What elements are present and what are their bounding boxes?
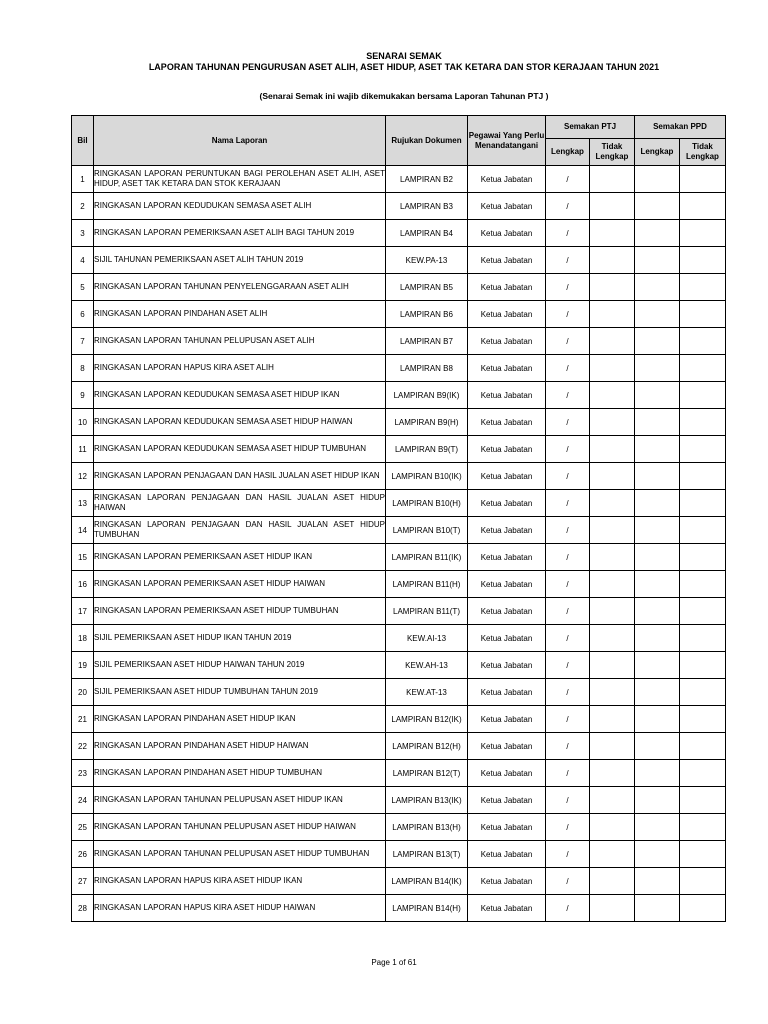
- row-ppd-lengkap: [635, 490, 680, 517]
- row-rujukan-dokumen: LAMPIRAN B11(IK): [386, 544, 468, 571]
- row-pegawai: Ketua Jabatan: [468, 652, 546, 679]
- row-pegawai: Ketua Jabatan: [468, 328, 546, 355]
- row-ptj-tidak-lengkap: [590, 274, 635, 301]
- row-nama-text: SIJIL TAHUNAN PEMERIKSAAN ASET ALIH TAHUN 2019: [94, 255, 304, 264]
- row-nama-laporan: [94, 274, 386, 301]
- row-ppd-lengkap: [635, 463, 680, 490]
- row-pegawai: Ketua Jabatan: [468, 490, 546, 517]
- row-ppd-lengkap: [635, 652, 680, 679]
- row-bil: 13: [72, 490, 94, 517]
- row-ppd-tidak-lengkap: [680, 409, 726, 436]
- row-nama-laporan: [94, 409, 386, 436]
- row-rujukan-dokumen: LAMPIRAN B14(H): [386, 895, 468, 922]
- table-row: [72, 733, 726, 760]
- row-ptj-lengkap: /: [546, 571, 590, 598]
- row-ptj-tidak-lengkap: [590, 544, 635, 571]
- row-ptj-lengkap: /: [546, 544, 590, 571]
- row-ptj-tidak-lengkap: [590, 436, 635, 463]
- row-ppd-lengkap: [635, 193, 680, 220]
- row-ppd-tidak-lengkap: [680, 706, 726, 733]
- row-ppd-lengkap: [635, 328, 680, 355]
- row-bil: 11: [72, 436, 94, 463]
- table-row: [72, 247, 726, 274]
- row-nama-text: RINGKASAN LAPORAN PINDAHAN ASET HIDUP IKAN: [94, 714, 296, 723]
- table-row: [72, 328, 726, 355]
- row-rujukan-dokumen: LAMPIRAN B12(H): [386, 733, 468, 760]
- row-nama-text: RINGKASAN LAPORAN HAPUS KIRA ASET HIDUP IKAN: [94, 876, 303, 885]
- row-bil: 9: [72, 382, 94, 409]
- row-bil: 1: [72, 166, 94, 193]
- row-nama-text: RINGKASAN LAPORAN TAHUNAN PELUPUSAN ASET HIDUP TUMBUHAN: [94, 849, 370, 858]
- row-bil: 21: [72, 706, 94, 733]
- row-ptj-tidak-lengkap: [590, 652, 635, 679]
- row-ptj-tidak-lengkap: [590, 301, 635, 328]
- table-row: [72, 166, 726, 193]
- row-bil: 6: [72, 301, 94, 328]
- row-pegawai: Ketua Jabatan: [468, 382, 546, 409]
- row-ppd-tidak-lengkap: [680, 490, 726, 517]
- table-row: [72, 679, 726, 706]
- row-pegawai: Ketua Jabatan: [468, 409, 546, 436]
- row-ptj-tidak-lengkap: [590, 598, 635, 625]
- row-ptj-tidak-lengkap: [590, 166, 635, 193]
- row-nama-text: SIJIL PEMERIKSAAN ASET HIDUP HAIWAN TAHUN 2019: [94, 660, 305, 669]
- row-ppd-lengkap: [635, 841, 680, 868]
- row-ptj-tidak-lengkap: [590, 247, 635, 274]
- table-row: [72, 517, 726, 544]
- row-ptj-lengkap: /: [546, 706, 590, 733]
- row-pegawai: Ketua Jabatan: [468, 274, 546, 301]
- row-nama-laporan: [94, 733, 386, 760]
- row-pegawai: Ketua Jabatan: [468, 706, 546, 733]
- table-row: [72, 652, 726, 679]
- row-ptj-lengkap: /: [546, 652, 590, 679]
- row-ptj-lengkap: /: [546, 409, 590, 436]
- row-nama-laporan: [94, 301, 386, 328]
- row-pegawai: Ketua Jabatan: [468, 679, 546, 706]
- row-ppd-tidak-lengkap: [680, 544, 726, 571]
- row-ptj-lengkap: /: [546, 382, 590, 409]
- table-row: [72, 220, 726, 247]
- row-bil: 26: [72, 841, 94, 868]
- row-ppd-tidak-lengkap: [680, 517, 726, 544]
- checklist-table: [71, 115, 726, 922]
- row-nama-text: RINGKASAN LAPORAN KEDUDUKAN SEMASA ASET HIDUP TUMBUHAN: [94, 444, 367, 453]
- row-nama-text: SIJIL PEMERIKSAAN ASET HIDUP TUMBUHAN TAHUN 2019: [94, 687, 318, 696]
- row-rujukan-dokumen: LAMPIRAN B5: [386, 274, 468, 301]
- row-nama-laporan: [94, 625, 386, 652]
- row-bil: 7: [72, 328, 94, 355]
- row-pegawai: Ketua Jabatan: [468, 895, 546, 922]
- row-rujukan-dokumen: LAMPIRAN B4: [386, 220, 468, 247]
- row-bil: 8: [72, 355, 94, 382]
- row-ptj-lengkap: /: [546, 436, 590, 463]
- row-rujukan-dokumen: LAMPIRAN B9(H): [386, 409, 468, 436]
- row-bil: 14: [72, 517, 94, 544]
- row-ppd-lengkap: [635, 625, 680, 652]
- row-nama-laporan: [94, 544, 386, 571]
- row-pegawai: Ketua Jabatan: [468, 841, 546, 868]
- row-bil: 16: [72, 571, 94, 598]
- row-nama-text: RINGKASAN LAPORAN PINDAHAN ASET HIDUP HAIWAN: [94, 741, 309, 750]
- row-ppd-tidak-lengkap: [680, 463, 726, 490]
- row-bil: 4: [72, 247, 94, 274]
- row-nama-laporan: [94, 787, 386, 814]
- header-semakan-ptj: Semakan PTJ: [546, 116, 635, 139]
- row-rujukan-dokumen: LAMPIRAN B10(H): [386, 490, 468, 517]
- row-rujukan-dokumen: LAMPIRAN B8: [386, 355, 468, 382]
- row-ppd-tidak-lengkap: [680, 895, 726, 922]
- row-ppd-lengkap: [635, 733, 680, 760]
- row-ppd-tidak-lengkap: [680, 598, 726, 625]
- row-pegawai: Ketua Jabatan: [468, 166, 546, 193]
- row-rujukan-dokumen: LAMPIRAN B9(T): [386, 436, 468, 463]
- table-row: [72, 571, 726, 598]
- table-row: [72, 193, 726, 220]
- row-nama-laporan: [94, 463, 386, 490]
- row-rujukan-dokumen: LAMPIRAN B2: [386, 166, 468, 193]
- row-ppd-tidak-lengkap: [680, 274, 726, 301]
- row-ptj-lengkap: /: [546, 274, 590, 301]
- header-rujukan-dokumen: Rujukan Dokumen: [386, 116, 468, 166]
- row-ptj-lengkap: /: [546, 814, 590, 841]
- row-ppd-lengkap: [635, 517, 680, 544]
- row-ptj-lengkap: /: [546, 598, 590, 625]
- header-ptj-lengkap: Lengkap: [546, 139, 590, 166]
- row-ppd-lengkap: [635, 409, 680, 436]
- row-rujukan-dokumen: LAMPIRAN B11(H): [386, 571, 468, 598]
- row-ptj-tidak-lengkap: [590, 787, 635, 814]
- row-nama-text: RINGKASAN LAPORAN PENJAGAAN DAN HASIL JUALAN ASET HIDUP TUMBUHAN: [94, 520, 385, 539]
- row-nama-laporan: [94, 220, 386, 247]
- row-bil: 2: [72, 193, 94, 220]
- row-rujukan-dokumen: LAMPIRAN B13(T): [386, 841, 468, 868]
- row-pegawai: Ketua Jabatan: [468, 868, 546, 895]
- table-row: [72, 787, 726, 814]
- row-ptj-lengkap: /: [546, 247, 590, 274]
- row-rujukan-dokumen: LAMPIRAN B13(H): [386, 814, 468, 841]
- row-ptj-tidak-lengkap: [590, 679, 635, 706]
- table-row: [72, 382, 726, 409]
- row-bil: 17: [72, 598, 94, 625]
- table-row: [72, 625, 726, 652]
- row-ppd-tidak-lengkap: [680, 814, 726, 841]
- document-note: (Senarai Semak ini wajib dikemukakan bersama Laporan Tahunan PTJ ): [259, 91, 549, 101]
- row-ppd-lengkap: [635, 544, 680, 571]
- row-ptj-tidak-lengkap: [590, 382, 635, 409]
- document-title: SENARAI SEMAK: [366, 51, 442, 61]
- table-row: [72, 868, 726, 895]
- row-ptj-lengkap: /: [546, 868, 590, 895]
- row-pegawai: Ketua Jabatan: [468, 598, 546, 625]
- row-ptj-tidak-lengkap: [590, 355, 635, 382]
- row-ppd-lengkap: [635, 679, 680, 706]
- table-row: [72, 544, 726, 571]
- row-nama-laporan: [94, 382, 386, 409]
- row-nama-laporan: [94, 328, 386, 355]
- row-pegawai: Ketua Jabatan: [468, 247, 546, 274]
- row-nama-text: RINGKASAN LAPORAN PEMERIKSAAN ASET ALIH BAGI TAHUN 2019: [94, 228, 355, 237]
- header-ptj-tidak-lengkap: Tidak Lengkap: [590, 139, 635, 166]
- row-ppd-lengkap: [635, 166, 680, 193]
- row-bil: 5: [72, 274, 94, 301]
- row-pegawai: Ketua Jabatan: [468, 760, 546, 787]
- row-ptj-tidak-lengkap: [590, 868, 635, 895]
- row-ppd-lengkap: [635, 436, 680, 463]
- row-bil: 12: [72, 463, 94, 490]
- row-pegawai: Ketua Jabatan: [468, 301, 546, 328]
- row-ppd-lengkap: [635, 247, 680, 274]
- row-nama-laporan: [94, 760, 386, 787]
- row-ptj-tidak-lengkap: [590, 463, 635, 490]
- row-rujukan-dokumen: KEW.AT-13: [386, 679, 468, 706]
- row-nama-text: RINGKASAN LAPORAN KEDUDUKAN SEMASA ASET ALIH: [94, 201, 312, 210]
- row-ptj-lengkap: /: [546, 787, 590, 814]
- row-ptj-tidak-lengkap: [590, 814, 635, 841]
- row-nama-text: RINGKASAN LAPORAN TAHUNAN PELUPUSAN ASET HIDUP HAIWAN: [94, 822, 356, 831]
- row-ppd-lengkap: [635, 706, 680, 733]
- row-ppd-tidak-lengkap: [680, 220, 726, 247]
- row-ppd-tidak-lengkap: [680, 652, 726, 679]
- table-row: [72, 301, 726, 328]
- row-ppd-tidak-lengkap: [680, 382, 726, 409]
- row-ptj-lengkap: /: [546, 220, 590, 247]
- row-ppd-tidak-lengkap: [680, 328, 726, 355]
- row-ptj-lengkap: /: [546, 841, 590, 868]
- row-pegawai: Ketua Jabatan: [468, 220, 546, 247]
- row-bil: 28: [72, 895, 94, 922]
- row-bil: 18: [72, 625, 94, 652]
- row-ptj-tidak-lengkap: [590, 409, 635, 436]
- row-ptj-tidak-lengkap: [590, 706, 635, 733]
- row-ptj-lengkap: /: [546, 895, 590, 922]
- row-bil: 27: [72, 868, 94, 895]
- row-ppd-lengkap: [635, 760, 680, 787]
- row-nama-laporan: [94, 895, 386, 922]
- row-ptj-lengkap: /: [546, 166, 590, 193]
- row-ptj-tidak-lengkap: [590, 895, 635, 922]
- row-pegawai: Ketua Jabatan: [468, 787, 546, 814]
- row-ptj-tidak-lengkap: [590, 193, 635, 220]
- row-bil: 25: [72, 814, 94, 841]
- header-bil: Bil: [72, 116, 94, 166]
- row-nama-laporan: [94, 355, 386, 382]
- row-nama-laporan: [94, 436, 386, 463]
- table-row: [72, 895, 726, 922]
- row-ptj-tidak-lengkap: [590, 760, 635, 787]
- table-row: [72, 436, 726, 463]
- row-rujukan-dokumen: LAMPIRAN B9(IK): [386, 382, 468, 409]
- table-row: [72, 274, 726, 301]
- row-ppd-lengkap: [635, 814, 680, 841]
- row-ptj-tidak-lengkap: [590, 841, 635, 868]
- row-ptj-lengkap: /: [546, 679, 590, 706]
- row-pegawai: Ketua Jabatan: [468, 733, 546, 760]
- row-rujukan-dokumen: LAMPIRAN B7: [386, 328, 468, 355]
- row-rujukan-dokumen: LAMPIRAN B13(IK): [386, 787, 468, 814]
- row-nama-text: RINGKASAN LAPORAN PEMERIKSAAN ASET HIDUP TUMBUHAN: [94, 606, 339, 615]
- row-ptj-tidak-lengkap: [590, 490, 635, 517]
- row-nama-text: RINGKASAN LAPORAN PEMERIKSAAN ASET HIDUP HAIWAN: [94, 579, 326, 588]
- row-nama-laporan: [94, 517, 386, 544]
- row-pegawai: Ketua Jabatan: [468, 463, 546, 490]
- row-ppd-lengkap: [635, 787, 680, 814]
- row-ptj-tidak-lengkap: [590, 571, 635, 598]
- row-nama-text: RINGKASAN LAPORAN TAHUNAN PELUPUSAN ASET ALIH: [94, 336, 315, 345]
- row-ppd-tidak-lengkap: [680, 733, 726, 760]
- row-bil: 10: [72, 409, 94, 436]
- row-ppd-lengkap: [635, 274, 680, 301]
- row-nama-text: RINGKASAN LAPORAN PERUNTUKAN BAGI PEROLEHAN ASET ALIH, ASET HIDUP, ASET TAK KETARA DAN STOK KERAJAAN: [94, 169, 385, 188]
- document-subtitle: LAPORAN TAHUNAN PENGURUSAN ASET ALIH, ASET HIDUP, ASET TAK KETARA DAN STOR KERAJAAN TAHUN 2021: [148, 62, 660, 72]
- row-nama-laporan: [94, 841, 386, 868]
- row-nama-laporan: [94, 247, 386, 274]
- table-row: [72, 760, 726, 787]
- row-ppd-tidak-lengkap: [680, 760, 726, 787]
- row-nama-text: SIJIL PEMERIKSAAN ASET HIDUP IKAN TAHUN 2019: [94, 633, 292, 642]
- table-row: [72, 490, 726, 517]
- row-ppd-tidak-lengkap: [680, 787, 726, 814]
- row-nama-laporan: [94, 868, 386, 895]
- row-ptj-lengkap: /: [546, 355, 590, 382]
- header-pegawai: Pegawai Yang Perlu Menandatangani: [468, 116, 546, 166]
- row-bil: 15: [72, 544, 94, 571]
- row-ptj-tidak-lengkap: [590, 733, 635, 760]
- row-ppd-tidak-lengkap: [680, 166, 726, 193]
- row-ppd-tidak-lengkap: [680, 436, 726, 463]
- row-ppd-lengkap: [635, 355, 680, 382]
- row-rujukan-dokumen: LAMPIRAN B12(T): [386, 760, 468, 787]
- row-rujukan-dokumen: LAMPIRAN B11(T): [386, 598, 468, 625]
- row-ppd-lengkap: [635, 895, 680, 922]
- table-row: [72, 409, 726, 436]
- row-rujukan-dokumen: KEW.PA-13: [386, 247, 468, 274]
- row-ptj-lengkap: /: [546, 733, 590, 760]
- table-row: [72, 463, 726, 490]
- table-row: [72, 841, 726, 868]
- row-pegawai: Ketua Jabatan: [468, 517, 546, 544]
- row-nama-text: RINGKASAN LAPORAN HAPUS KIRA ASET HIDUP HAIWAN: [94, 903, 316, 912]
- row-ppd-tidak-lengkap: [680, 868, 726, 895]
- row-pegawai: Ketua Jabatan: [468, 436, 546, 463]
- row-nama-text: RINGKASAN LAPORAN PENJAGAAN DAN HASIL JUALAN ASET HIDUP HAIWAN: [94, 493, 385, 512]
- row-nama-laporan: [94, 166, 386, 193]
- row-nama-laporan: [94, 490, 386, 517]
- row-pegawai: Ketua Jabatan: [468, 625, 546, 652]
- row-ppd-tidak-lengkap: [680, 301, 726, 328]
- row-nama-text: RINGKASAN LAPORAN TAHUNAN PELUPUSAN ASET HIDUP IKAN: [94, 795, 343, 804]
- row-ptj-tidak-lengkap: [590, 625, 635, 652]
- row-ptj-lengkap: /: [546, 625, 590, 652]
- row-pegawai: Ketua Jabatan: [468, 355, 546, 382]
- row-pegawai: Ketua Jabatan: [468, 193, 546, 220]
- row-ptj-lengkap: /: [546, 463, 590, 490]
- row-ppd-tidak-lengkap: [680, 193, 726, 220]
- row-rujukan-dokumen: LAMPIRAN B6: [386, 301, 468, 328]
- row-nama-laporan: [94, 598, 386, 625]
- row-bil: 23: [72, 760, 94, 787]
- row-nama-laporan: [94, 193, 386, 220]
- row-ppd-tidak-lengkap: [680, 355, 726, 382]
- row-bil: 22: [72, 733, 94, 760]
- row-bil: 24: [72, 787, 94, 814]
- row-ppd-lengkap: [635, 598, 680, 625]
- row-ptj-lengkap: /: [546, 193, 590, 220]
- row-ptj-tidak-lengkap: [590, 517, 635, 544]
- row-nama-text: RINGKASAN LAPORAN KEDUDUKAN SEMASA ASET HIDUP IKAN: [94, 390, 340, 399]
- row-nama-laporan: [94, 706, 386, 733]
- row-ppd-lengkap: [635, 220, 680, 247]
- row-ptj-tidak-lengkap: [590, 220, 635, 247]
- header-ppd-tidak-lengkap: Tidak Lengkap: [680, 139, 726, 166]
- row-nama-text: RINGKASAN LAPORAN KEDUDUKAN SEMASA ASET HIDUP HAIWAN: [94, 417, 353, 426]
- table-row: [72, 706, 726, 733]
- page-number: Page 1 of 61: [371, 958, 417, 967]
- row-bil: 3: [72, 220, 94, 247]
- row-ptj-lengkap: /: [546, 760, 590, 787]
- row-rujukan-dokumen: LAMPIRAN B14(IK): [386, 868, 468, 895]
- row-bil: 19: [72, 652, 94, 679]
- row-nama-laporan: [94, 814, 386, 841]
- row-nama-laporan: [94, 571, 386, 598]
- header-ppd-lengkap: Lengkap: [635, 139, 680, 166]
- header-semakan-ppd: Semakan PPD: [635, 116, 726, 139]
- row-nama-text: RINGKASAN LAPORAN HAPUS KIRA ASET ALIH: [94, 363, 274, 372]
- row-nama-text: RINGKASAN LAPORAN PINDAHAN ASET ALIH: [94, 309, 268, 318]
- row-pegawai: Ketua Jabatan: [468, 544, 546, 571]
- row-ppd-tidak-lengkap: [680, 679, 726, 706]
- row-ppd-lengkap: [635, 382, 680, 409]
- row-rujukan-dokumen: LAMPIRAN B10(T): [386, 517, 468, 544]
- row-ppd-lengkap: [635, 571, 680, 598]
- row-nama-text: RINGKASAN LAPORAN TAHUNAN PENYELENGGARAAN ASET ALIH: [94, 282, 349, 291]
- row-ptj-lengkap: /: [546, 301, 590, 328]
- row-rujukan-dokumen: KEW.AH-13: [386, 652, 468, 679]
- row-nama-laporan: [94, 652, 386, 679]
- row-rujukan-dokumen: LAMPIRAN B10(IK): [386, 463, 468, 490]
- row-nama-text: RINGKASAN LAPORAN PINDAHAN ASET HIDUP TUMBUHAN: [94, 768, 323, 777]
- row-ptj-tidak-lengkap: [590, 328, 635, 355]
- row-ppd-lengkap: [635, 868, 680, 895]
- row-bil: 20: [72, 679, 94, 706]
- row-ppd-tidak-lengkap: [680, 841, 726, 868]
- table-row: [72, 814, 726, 841]
- row-ppd-tidak-lengkap: [680, 625, 726, 652]
- row-ptj-lengkap: /: [546, 490, 590, 517]
- row-ppd-lengkap: [635, 301, 680, 328]
- row-rujukan-dokumen: KEW.AI-13: [386, 625, 468, 652]
- row-ppd-tidak-lengkap: [680, 247, 726, 274]
- row-nama-text: RINGKASAN LAPORAN PEMERIKSAAN ASET HIDUP IKAN: [94, 552, 312, 561]
- row-nama-laporan: [94, 679, 386, 706]
- table-row: [72, 355, 726, 382]
- row-ptj-lengkap: /: [546, 328, 590, 355]
- table-row: [72, 598, 726, 625]
- row-pegawai: Ketua Jabatan: [468, 814, 546, 841]
- row-pegawai: Ketua Jabatan: [468, 571, 546, 598]
- row-rujukan-dokumen: LAMPIRAN B12(IK): [386, 706, 468, 733]
- row-rujukan-dokumen: LAMPIRAN B3: [386, 193, 468, 220]
- row-nama-text: RINGKASAN LAPORAN PENJAGAAN DAN HASIL JUALAN ASET HIDUP IKAN: [94, 471, 380, 480]
- header-nama-laporan: Nama Laporan: [94, 116, 386, 166]
- row-ppd-tidak-lengkap: [680, 571, 726, 598]
- row-ptj-lengkap: /: [546, 517, 590, 544]
